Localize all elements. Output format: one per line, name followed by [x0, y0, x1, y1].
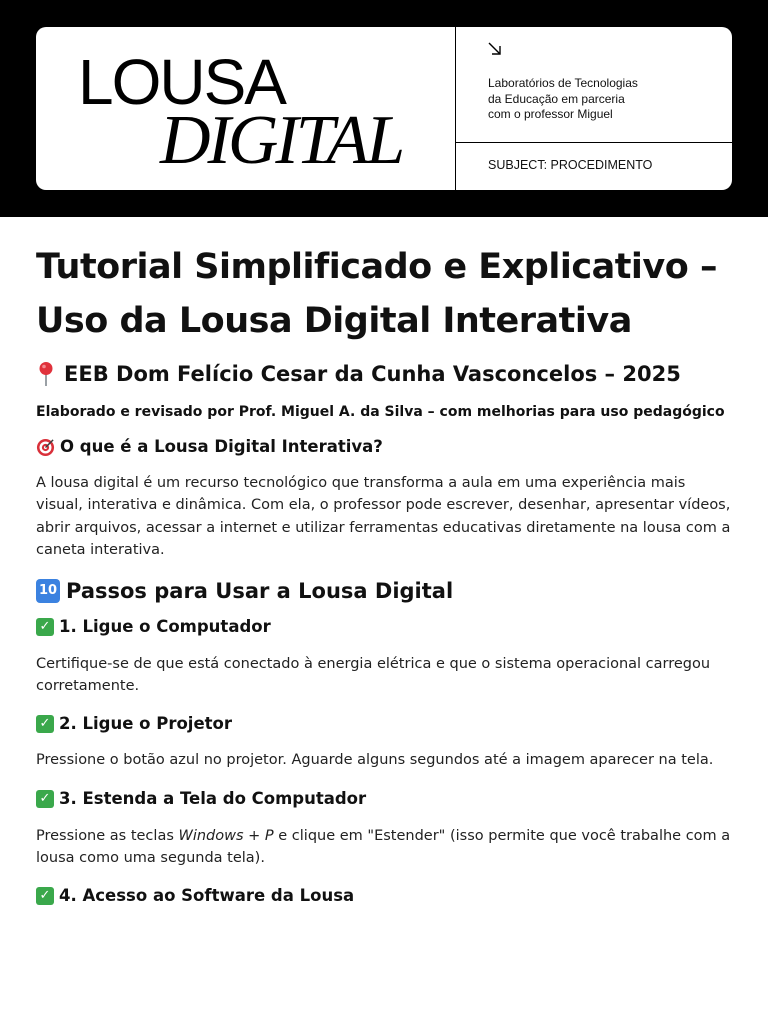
step-2-heading	[36, 713, 736, 735]
header-vertical-divider	[455, 27, 456, 190]
header-card	[36, 27, 732, 190]
round-pushpin-icon	[36, 361, 56, 387]
step-4-title: 4. Acesso ao Software da Lousa	[59, 885, 355, 905]
logo-digital: DIGITAL	[160, 102, 403, 179]
plus-text: +	[243, 827, 265, 844]
school-name: EEB Dom Felício Cesar da Cunha Vasconcelos – 2025	[64, 362, 681, 386]
logo-lousa: LOUSA	[78, 46, 285, 118]
check-mark-button-icon: ✓	[36, 790, 54, 808]
direct-hit-target-icon	[36, 438, 55, 457]
step-3-heading	[36, 788, 736, 810]
arrow-down-right-icon	[485, 39, 505, 59]
step-3-text-start: Pressione as teclas	[36, 827, 179, 844]
steps-heading-text: Passos para Usar a Lousa Digital	[66, 578, 454, 603]
windows-key-text: Windows	[178, 827, 244, 844]
step-2-text: Pressione o botão azul no projetor. Aguarde alguns segundos até a imagem aparecer na tela.	[36, 752, 714, 769]
header-band	[0, 0, 768, 217]
check-mark-button-icon: ✓	[36, 715, 54, 733]
step-4-heading	[36, 885, 736, 907]
steps-heading	[36, 576, 736, 606]
p-key-text: P	[264, 827, 274, 844]
header-horizontal-divider	[456, 142, 732, 143]
step-2-title: 2. Ligue o Projetor	[59, 714, 233, 734]
keycap-ten-icon: 10	[36, 579, 60, 603]
step-1-text: Certifique-se de que está conectado à energia elétrica e que o sistema operacional carregou corretamente.	[36, 655, 711, 695]
step-3-title: 3. Estenda a Tela do Computador	[59, 788, 367, 808]
lab-description: Laboratórios de Tecnologias da Educação em parceria com o professor Miguel	[488, 76, 638, 121]
what-is-heading	[36, 436, 736, 458]
check-mark-button-icon: ✓	[36, 887, 54, 905]
step-1-heading	[36, 616, 736, 638]
subject-label: SUBJECT: PROCEDIMENTO	[488, 158, 653, 172]
step-3-text	[36, 825, 736, 870]
what-is-paragraph: A lousa digital é um recurso tecnológico que transforma a aula em uma experiência mais visual, interativa e dinâmica. Com ela, o professor pode escrever, desenhar, apresentar vídeos, abrir arquivos, acessar a internet e utilizar ferramentas educativas diretamente na lousa com a caneta interativa.	[36, 475, 731, 559]
document-title: Tutorial Simplificado e Explicativo – Uso da Lousa Digital Interativa	[36, 247, 717, 341]
document-content	[36, 240, 736, 907]
check-mark-button-icon: ✓	[36, 618, 54, 636]
step-1-title: 1. Ligue o Computador	[59, 616, 271, 636]
credits-line: Elaborado e revisado por Prof. Miguel A. da Silva – com melhorias para uso pedagógico	[36, 404, 725, 420]
step-3-text-end: e clique em "Estender" (isso permite que você trabalhe com a lousa como uma segunda tela).	[36, 827, 731, 867]
what-is-heading-text: O que é a Lousa Digital Interativa?	[60, 437, 383, 456]
school-line	[36, 360, 736, 388]
